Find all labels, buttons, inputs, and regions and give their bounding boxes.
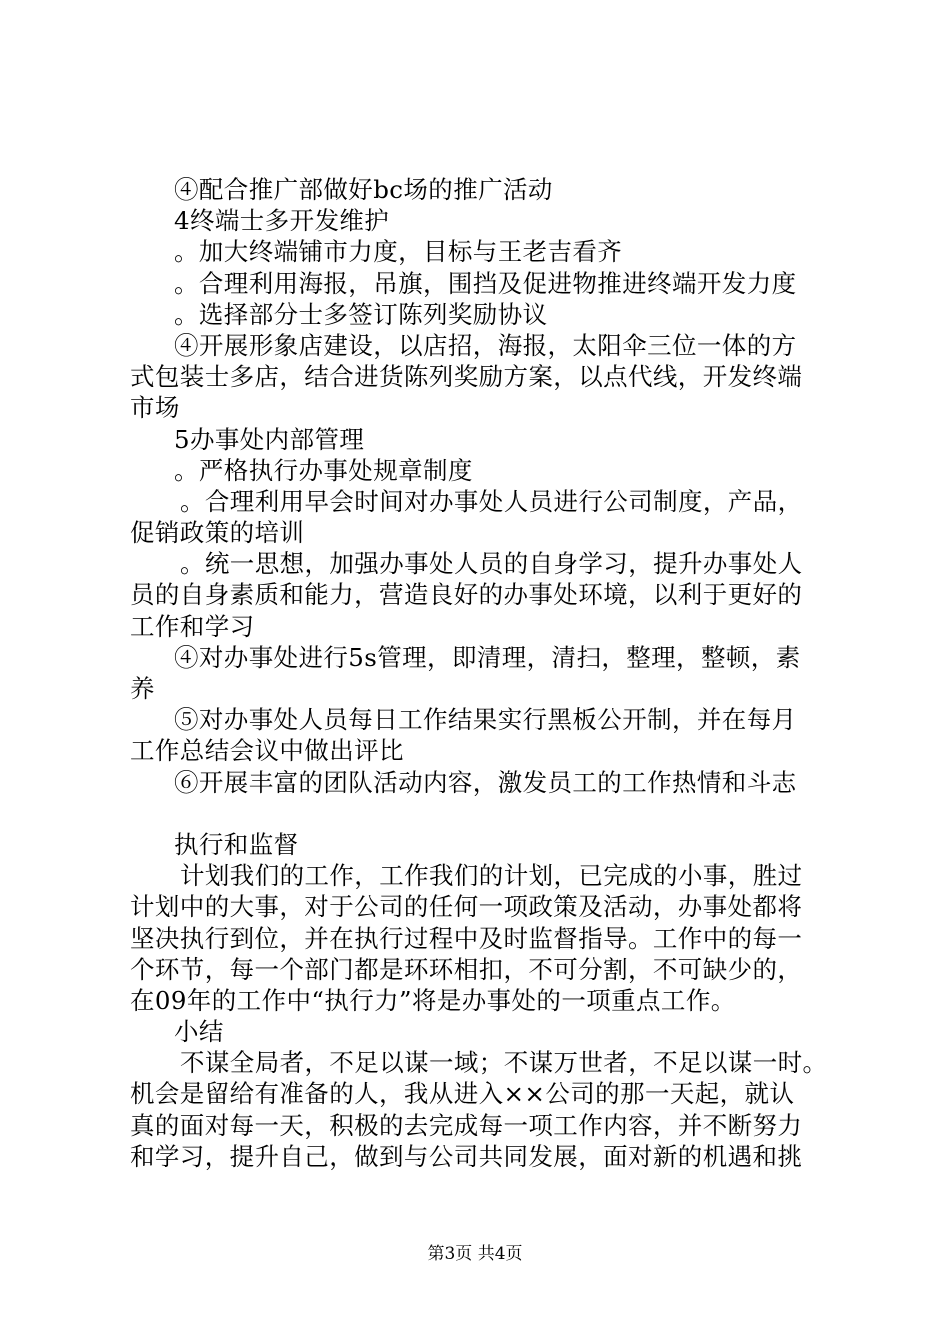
text-line: 坚决执行到位，并在执行过程中及时监督指导。工作中的每一: [130, 923, 803, 953]
text-line: 工作总结会议中做出评比: [130, 736, 404, 766]
text-line: 。严格执行办事处规章制度: [174, 455, 473, 485]
text-line: 真的面对每一天，积极的去完成每一项工作内容，并不断努力: [130, 1110, 803, 1140]
text-line: ④配合推广部做好bc场的推广活动: [174, 175, 553, 204]
text-line: ④对办事处进行5s管理，即清理，清扫，整理，整顿，素: [174, 642, 801, 672]
text-line: ④开展形象店建设，以店招，海报，太阳伞三位一体的方: [174, 330, 797, 360]
text-line: 工作和学习: [130, 611, 255, 641]
text-line: 。合理利用海报，吊旗，围挡及促进物推进终端开发力度: [174, 268, 797, 298]
page-number-footer: 第3页 共4页: [427, 1244, 523, 1264]
section-heading: 5办事处内部管理: [174, 424, 365, 454]
page-body: [130, 174, 835, 1172]
text-line: 计划我们的工作，工作我们的计划，已完成的小事，胜过: [180, 861, 803, 891]
text-line: ⑤对办事处人员每日工作结果实行黑板公开制，并在每月: [174, 705, 797, 735]
text-line: 机会是留给有准备的人，我从进入××公司的那一天起，就认: [130, 1079, 795, 1109]
blank-line: [130, 798, 835, 829]
text-line: 式包装士多店，结合进货陈列奖励方案，以点代线，开发终端: [130, 362, 803, 392]
text-line: 个环节，每一个部门都是环环相扣，不可分割，不可缺少的，: [130, 954, 803, 984]
section-heading: 4终端士多开发维护: [174, 206, 390, 236]
text-line: 。选择部分士多签订陈列奖励协议: [174, 299, 548, 329]
text-line: 养: [130, 674, 155, 703]
text-line: 。合理利用早会时间对办事处人员进行公司制度，产品，: [180, 486, 803, 516]
section-heading: 执行和监督: [174, 829, 299, 859]
text-line: 促销政策的培训: [130, 518, 305, 548]
text-line: 和学习，提升自己，做到与公司共同发展，面对新的机遇和挑: [130, 1141, 803, 1171]
text-line: 员的自身素质和能力，营造良好的办事处环境，以利于更好的: [130, 580, 803, 610]
text-line: 市场: [130, 393, 180, 423]
text-line: ⑥开展丰富的团队活动内容，激发员工的工作热情和斗志: [174, 767, 797, 797]
text-line: 。加大终端铺市力度，目标与王老吉看齐: [174, 237, 623, 267]
text-line: 计划中的大事，对于公司的任何一项政策及活动，办事处都将: [130, 892, 803, 922]
text-line: 在09年的工作中“执行力”将是办事处的一项重点工作。: [130, 985, 736, 1015]
text-line: 。统一思想，加强办事处人员的自身学习，提升办事处人: [180, 549, 803, 579]
text-line: 不谋全局者，不足以谋一域；不谋万世者，不足以谋一时。: [180, 1048, 828, 1078]
section-heading: 小结: [174, 1017, 224, 1047]
